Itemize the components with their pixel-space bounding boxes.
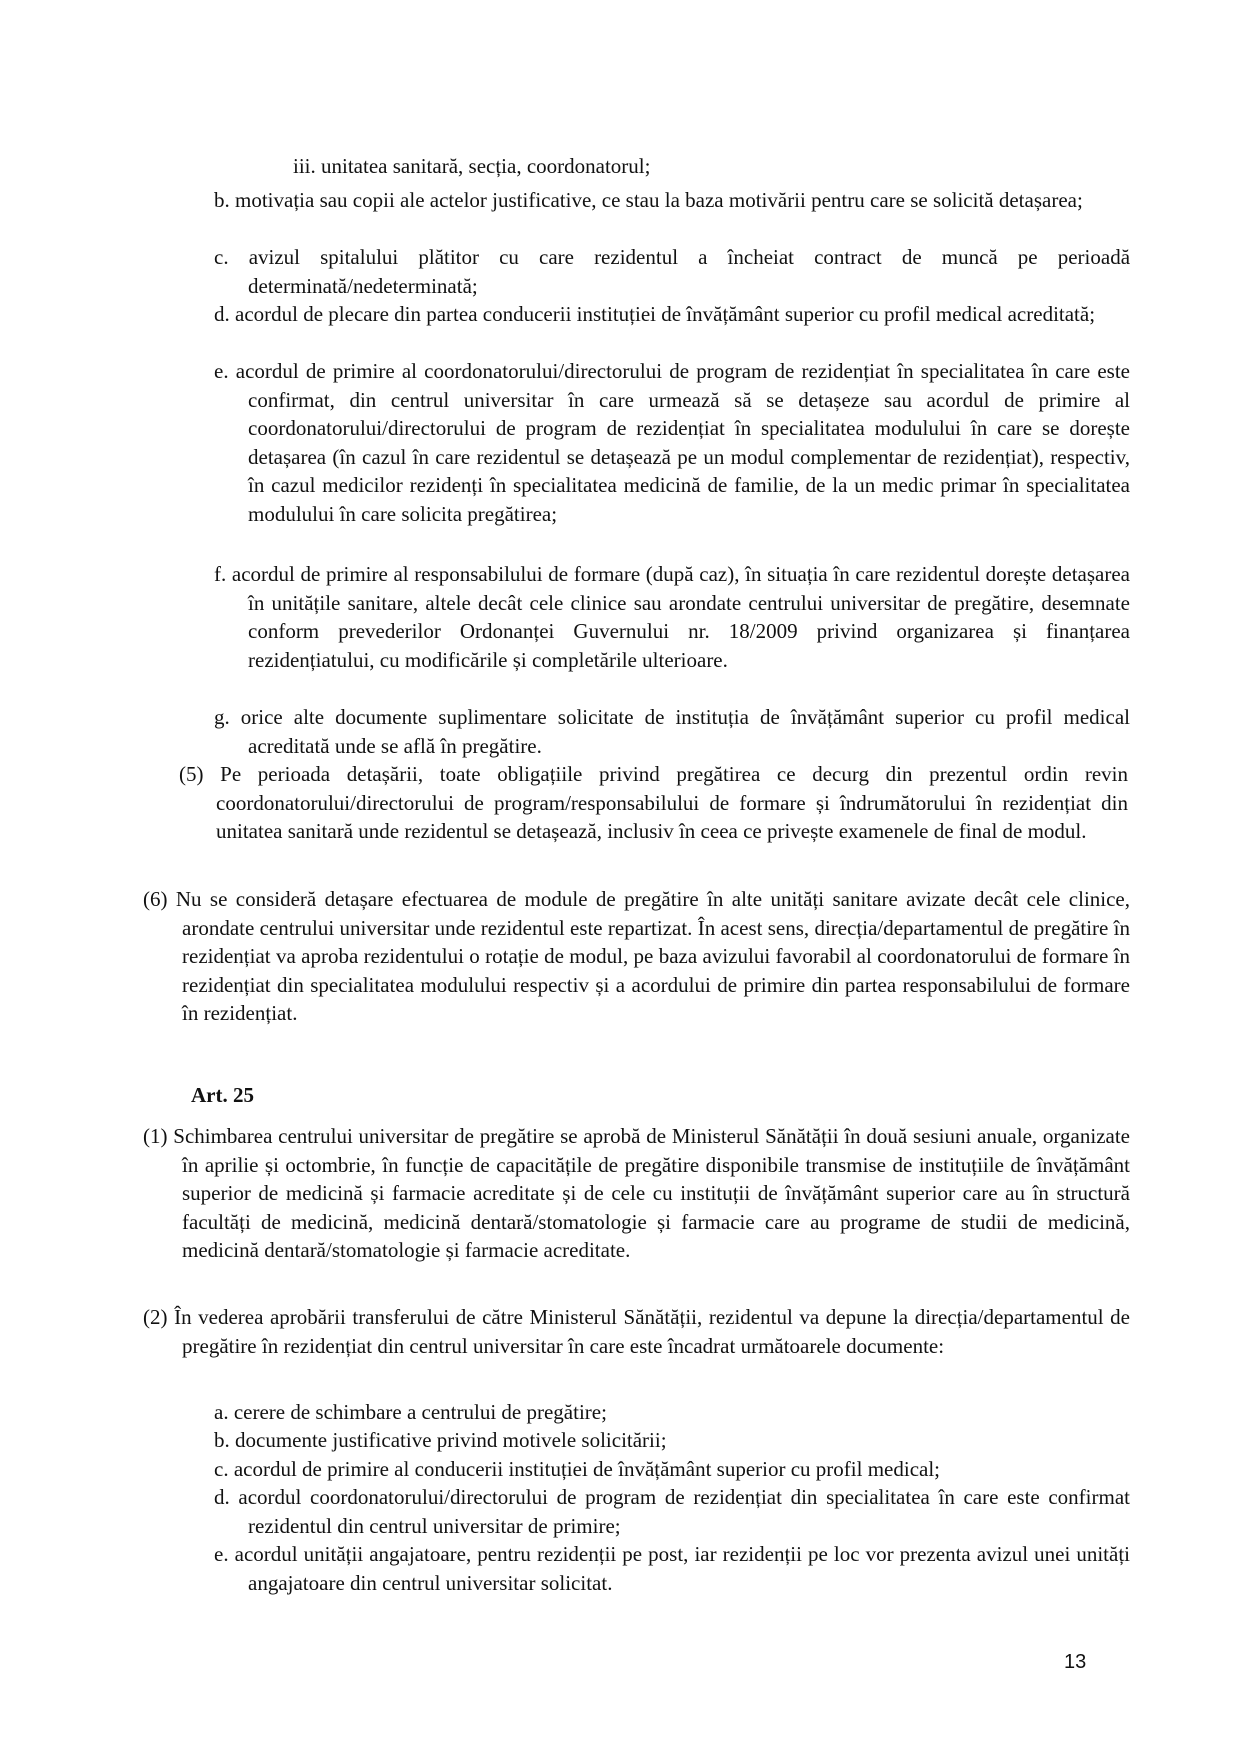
- paragraph-6: (6) Nu se consideră detașare efectuarea de module de pregătire în alte unități sanitare avizate decât cele clinice, arondate centrului universitar unde rezidentul este repartizat. În acest sens, direcția/departamentul de pregătire în rezidențiat va aproba rezidentului o rotație de modul, pe baza avizului favorabil al coordonatorului de formare în rezidențiat din specialitatea modulului respectiv și a acordului de primire din partea responsabilului de formare în rezidențiat.: [143, 887, 1131, 1025]
- list-item-e: e. acordul unității angajatoare, pentru rezidenții pe post, iar rezidenții pe loc vor prezenta avizul unei unități angajatoare din centrul universitar solicitat.: [214, 1542, 1131, 1595]
- list-item-f: f. acordul de primire al responsabilului de formare (după caz), în situația în care rezidentul dorește detașarea în unitățile sanitare, altele decât cele clinice sau arondate centrului universitar de pregătire, desemnate conform prevederilor Ordonanței Guvernului nr. 18/2009 privind organizarea și finanțarea rezidențiatului, cu modificările și completările ulterioare.: [214, 562, 1130, 672]
- list-item-d: d. acordul coordonatorului/directorului de program de rezidențiat din specialitatea în care este confirmat rezidentul din centrul universitar de primire;: [214, 1485, 1130, 1538]
- list-item-b: b. documente justificative privind motivele solicitării;: [214, 1428, 667, 1452]
- list-item-c: c. avizul spitalului plătitor cu care rezidentul a încheiat contract de muncă pe perioadă determinată/nedeterminată;: [214, 245, 1131, 298]
- paragraph-5: (5) Pe perioada detașării, toate obligațiile privind pregătirea ce decurg din prezentul ordin revin coordonatorului/directorului de program/responsabilului de formare și îndrumătorului în rezidențiat din unitatea sanitară unde rezidentul se detașează, inclusiv în ceea ce privește examenele de final de modul.: [179, 762, 1128, 843]
- article-heading: Art. 25: [191, 1083, 254, 1107]
- list-item-a: a. cerere de schimbare a centrului de pregătire;: [214, 1400, 607, 1424]
- article-paragraph-2: (2) În vederea aprobării transferului de către Ministerul Sănătății, rezidentul va depune la direcția/departamentul de pregătire în rezidențiat din centrul universitar în care este încadrat următoarele documente:: [143, 1305, 1130, 1358]
- list-item-d: d. acordul de plecare din partea conducerii instituției de învățământ superior cu profil medical acreditată;: [214, 302, 1096, 326]
- list-item-c: c. acordul de primire al conducerii instituției de învățământ superior cu profil medical;: [214, 1457, 941, 1481]
- list-item-g: g. orice alte documente suplimentare solicitate de instituția de învățământ superior cu profil medical acreditată unde se află în pregătire.: [214, 705, 1130, 758]
- page-number: 13: [1064, 1651, 1087, 1673]
- list-item-iii: iii. unitatea sanitară, secția, coordonatorul;: [293, 154, 651, 178]
- list-item-b: b. motivația sau copii ale actelor justificative, ce stau la baza motivării pentru care se solicită detașarea;: [214, 188, 1083, 212]
- article-paragraph-1: (1) Schimbarea centrului universitar de pregătire se aprobă de Ministerul Sănătății în două sesiuni anuale, organizate în aprilie și octombrie, în funcție de capacitățile de pregătire disponibile transmise de instituțiile de învățământ superior de medicină și farmacie acreditate și de cele cu instituții de învățământ superior care au în structură facultăți de medicină, medicină dentară/stomatologie și farmacie care au programe de studii de medicină, medicină dentară/stomatologie și farmacie acreditate.: [143, 1124, 1130, 1262]
- list-item-e: e. acordul de primire al coordonatorului/directorului de program de rezidențiat în specialitatea în care este confirmat, din centrul universitar în care urmează să se detașeze sau acordul de primire al coordonatorului/directorului de program de rezidențiat în specialitatea modulului în care se dorește detașarea (în cazul în care rezidentul se detașează pe un modul complementar de rezidențiat), respectiv, în cazul medicilor rezidenți în specialitatea medicină de familie, de la un medic primar în specialitatea modulului în care solicita pregătirea;: [214, 359, 1130, 526]
